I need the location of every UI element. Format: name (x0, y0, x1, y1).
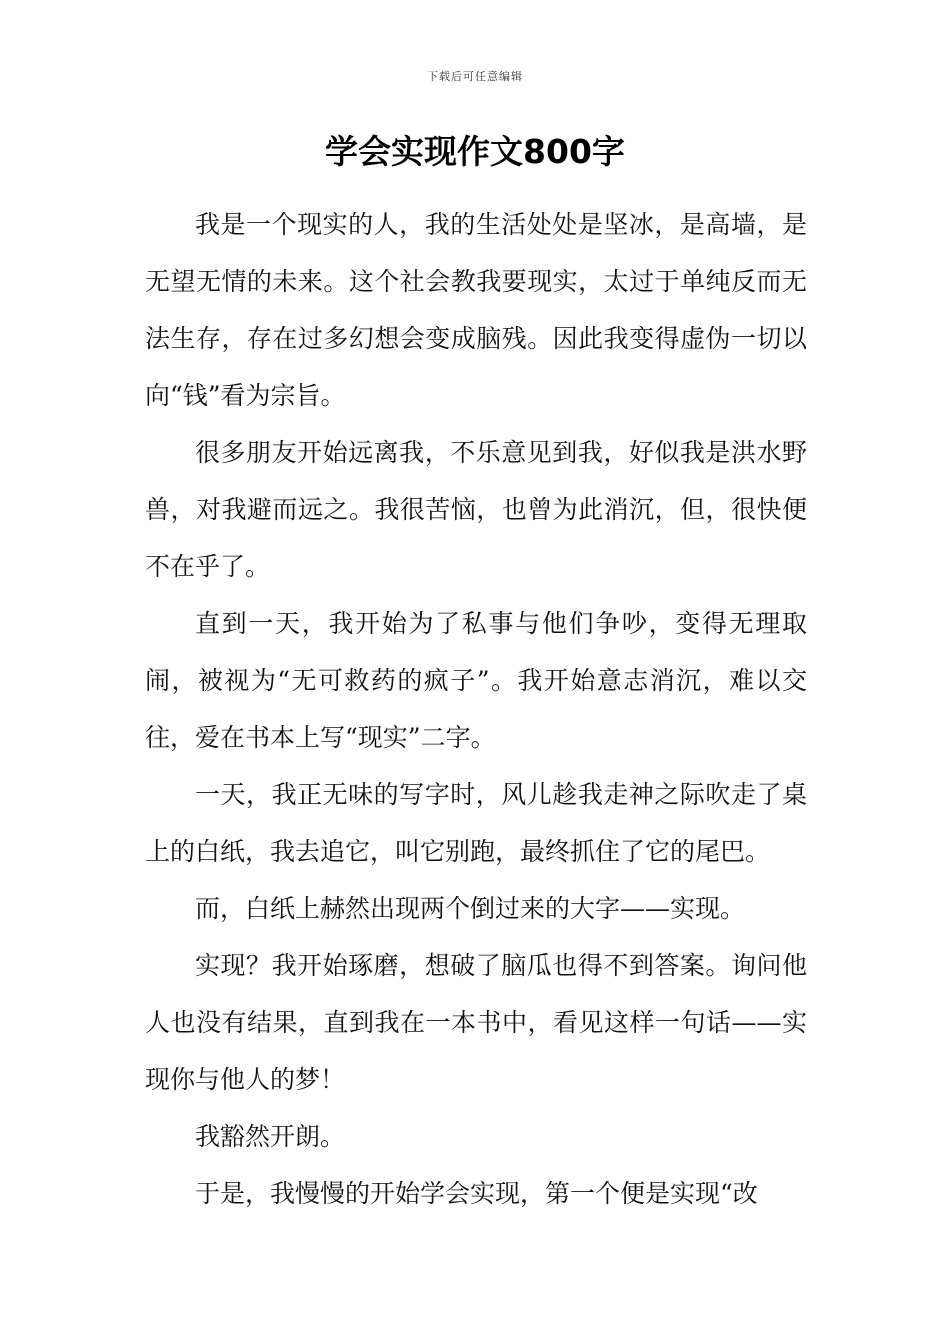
document-body (145, 196, 807, 1222)
paragraph: 而，白纸上赫然出现两个倒过来的大字——实现。 (195, 894, 746, 923)
paragraph: 很多朋友开始远离我，不乐意见到我，好似我是洪水野兽，对我避而远之。我很苦恼，也曾为此消沉，但，很快便不在乎了。 (145, 438, 807, 581)
paragraph: 实现？我开始琢磨，想破了脑瓜也得不到答案。询问他人也没有结果，直到我在一本书中，看见这样一句话——实现你与他人的梦！ (145, 951, 807, 1094)
paragraph: 一天，我正无味的写字时，风儿趁我走神之际吹走了桌上的白纸，我去追它，叫它别跑，最终抓住了它的尾巴。 (145, 780, 807, 866)
paragraph: 我是一个现实的人，我的生活处处是坚冰，是高墙，是无望无情的未来。这个社会教我要现实，太过于单纯反而无法生存，存在过多幻想会变成脑残。因此我变得虚伪一切以向“钱”看为宗旨。 (145, 210, 807, 410)
paragraph: 于是，我慢慢的开始学会实现，第一个便是实现“改 (195, 1179, 758, 1208)
header-note: 下载后可任意编辑 (427, 70, 523, 83)
paragraph: 我豁然开朗。 (195, 1122, 346, 1151)
paragraph: 直到一天，我开始为了私事与他们争吵，变得无理取闹，被视为“无可救药的疯子”。我开始意志消沉，难以交往，爱在书本上写“现实”二字。 (145, 609, 807, 752)
document-title: 学会实现作文800字 (325, 132, 625, 171)
